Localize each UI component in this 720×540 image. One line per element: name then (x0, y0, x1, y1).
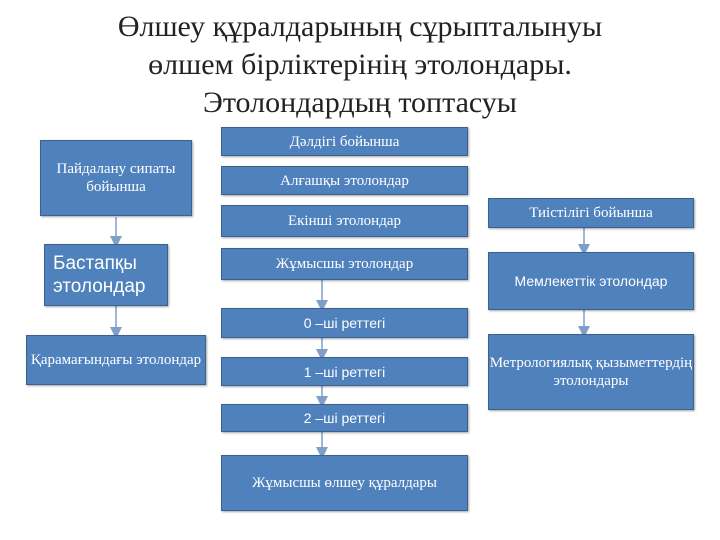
box-subordinate-standards: Қарамағындағы этолондар (26, 335, 206, 385)
title-line-3: Этолондардың топтасуы (203, 86, 517, 119)
box-first-standards: Алғашқы этолондар (221, 166, 468, 195)
box-by-usage: Пайдалану сипаты бойынша (40, 140, 192, 216)
box-primary-standards: Бастапқы этолондар (44, 244, 168, 306)
box-working-standards: Жұмысшы этолондар (221, 248, 468, 280)
box-rank-0: 0 –ші реттегі (221, 308, 468, 338)
title-line-1: Өлшеу құралдарының сұрыпталынуы (117, 10, 603, 43)
box-by-affiliation: Тиістілігі бойынша (488, 198, 694, 228)
box-working-instruments: Жұмысшы өлшеу құралдары (221, 455, 468, 511)
box-rank-2: 2 –ші реттегі (221, 404, 468, 432)
box-second-standards: Екінші этолондар (221, 205, 468, 237)
box-metrology-standards: Метрологиялық қызыметтердің этолондары (488, 334, 694, 410)
box-by-accuracy: Дәлдігі бойынша (221, 127, 468, 156)
box-rank-1: 1 –ші реттегі (221, 357, 468, 386)
box-state-standards: Мемлекеттік этолондар (488, 252, 694, 310)
title-line-2: өлшем бірліктерінің этолондары. (148, 48, 572, 81)
